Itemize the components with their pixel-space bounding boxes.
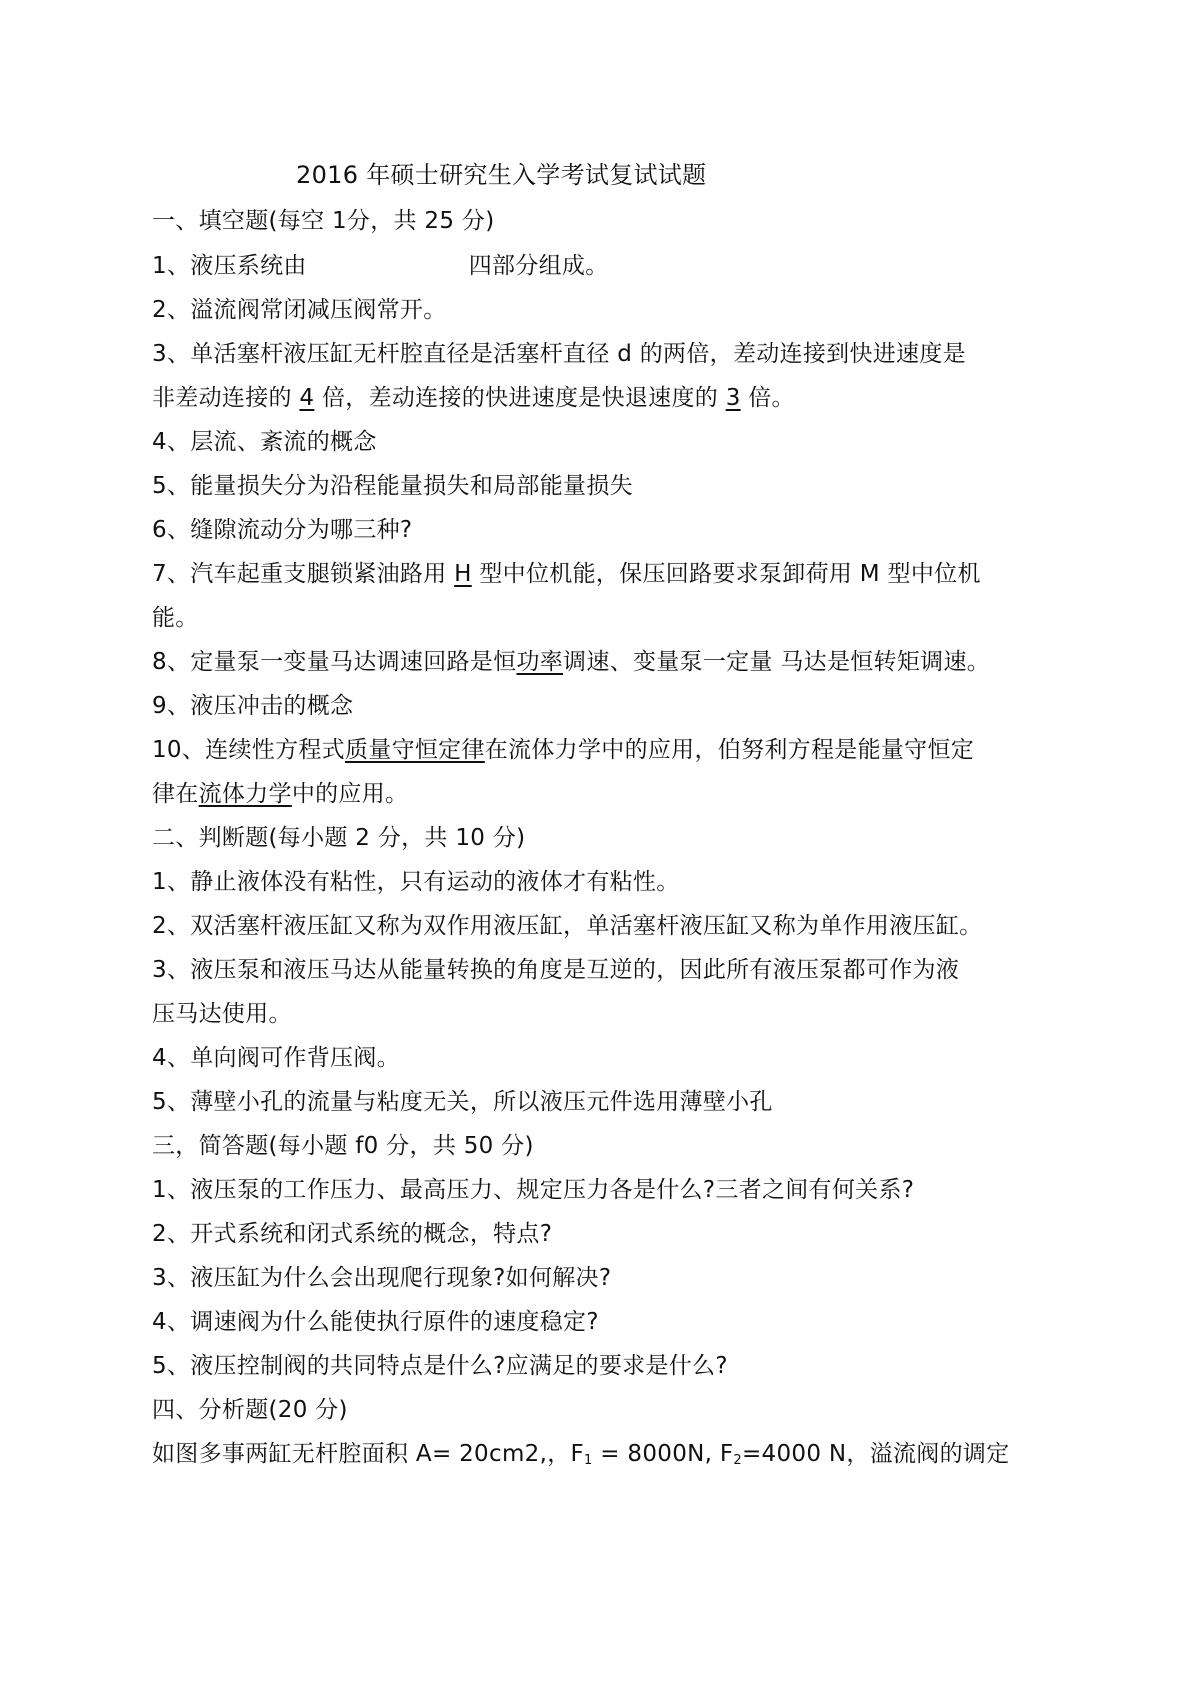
s2-question-2: 2、双活塞杆液压缸又称为双作用液压缸，单活塞杆液压缸又称为单作用液压缸。 bbox=[152, 913, 983, 939]
s1-question-10-line-2 bbox=[152, 779, 408, 809]
s1-question-8 bbox=[152, 647, 990, 677]
s1-q3-text-a: 非差动连接的 bbox=[152, 385, 300, 411]
s1-question-9: 9、液压冲击的概念 bbox=[152, 693, 354, 719]
s1-q8-text-a: 8、定量泵一变量马达调速回路是恒 bbox=[152, 649, 517, 675]
s1-question-7-line-1 bbox=[152, 559, 981, 589]
s4-text-a: 如图多事两缸无杆腔面积 A= 20cm2,，F bbox=[152, 1441, 585, 1467]
section-2-heading: 二、判断题(每小题 2 分，共 10 分) bbox=[152, 825, 526, 851]
s1-q3-answer-2: 3 bbox=[725, 385, 741, 411]
s1-q10-answer-1: 质量守恒定律 bbox=[344, 737, 485, 763]
s2-question-3-line-2: 压马达使用。 bbox=[152, 1001, 292, 1027]
s1-q3-answer-1: 4 bbox=[299, 385, 315, 411]
s1-question-6: 6、缝隙流动分为哪三种? bbox=[152, 517, 413, 543]
s1-q8-answer: 功率 bbox=[516, 649, 564, 675]
s1-question-10-line-1 bbox=[152, 735, 974, 765]
s3-question-5: 5、液压控制阀的共同特点是什么?应满足的要求是什么? bbox=[152, 1353, 728, 1379]
s4-problem-text bbox=[152, 1439, 1010, 1476]
s1-q8-text-c: 调速、变量泵一定量 马达是恒转矩调速。 bbox=[563, 649, 991, 675]
s3-question-4: 4、调速阀为什么能使执行原件的速度稳定? bbox=[152, 1309, 599, 1335]
s1-q7-answer: H bbox=[454, 561, 472, 587]
s1-q1-text-b: 四部分组成。 bbox=[468, 253, 609, 279]
s1-q10-l2-text-c: 中的应用。 bbox=[291, 781, 409, 807]
s1-q10-l2-text-a: 律在 bbox=[152, 781, 199, 807]
s1-q3-text-c: 倍，差动连接的快进速度是快退速度的 bbox=[314, 385, 726, 411]
s1-q1-text-a: 1、液压系统由 bbox=[152, 253, 307, 279]
s1-question-7-line-2: 能。 bbox=[152, 605, 199, 631]
s1-question-3-line-1: 3、单活塞杆液压缸无杆腔直径是活塞杆直径 d 的两倍，差动连接到快进速度是 bbox=[152, 341, 966, 367]
s1-question-3-line-2 bbox=[152, 383, 795, 413]
s3-question-1: 1、液压泵的工作压力、最高压力、规定压力各是什么?三者之间有何关系? bbox=[152, 1177, 915, 1203]
s4-text-c: =4000 N，溢流阀的调定 bbox=[741, 1441, 1010, 1467]
s3-question-3: 3、液压缸为什么会出现爬行现象?如何解决? bbox=[152, 1265, 612, 1291]
s1-q7-text-a: 7、汽车起重支腿锁紧油路用 bbox=[152, 561, 455, 587]
s4-subscript-1: 1 bbox=[584, 1453, 593, 1468]
section-1-heading: 一、填空题(每空 1分，共 25 分) bbox=[152, 208, 495, 234]
s3-question-2: 2、开式系统和闭式系统的概念，特点? bbox=[152, 1221, 553, 1247]
section-4-heading: 四、分析题(20 分) bbox=[152, 1397, 348, 1423]
s1-question-2: 2、溢流阀常闭减压阀常开。 bbox=[152, 297, 447, 323]
s2-question-4: 4、单向阀可作背压阀。 bbox=[152, 1045, 400, 1071]
s2-question-3-line-1: 3、液压泵和液压马达从能量转换的角度是互逆的，因此所有液压泵都可作为液 bbox=[152, 957, 960, 983]
s2-question-5: 5、薄壁小孔的流量与粘度无关，所以液压元件选用薄壁小孔 bbox=[152, 1089, 773, 1115]
s1-q7-text-c: 型中位机能，保压回路要求泵卸荷用 M 型中位机 bbox=[471, 561, 981, 587]
s1-q10-answer-2: 流体力学 bbox=[198, 781, 292, 807]
s1-q10-text-a: 10、连续性方程式 bbox=[152, 737, 345, 763]
s4-text-b: = 8000N, F bbox=[592, 1441, 734, 1467]
page-title: 2016 年硕士研究生入学考试复试试题 bbox=[296, 161, 707, 189]
s1-question-1 bbox=[152, 251, 609, 281]
s1-q3-text-e: 倍。 bbox=[740, 385, 795, 411]
s1-q10-text-c: 在流体力学中的应用，伯努利方程是能量守恒定 bbox=[484, 737, 975, 763]
s1-question-5: 5、能量损失分为沿程能量损失和局部能量损失 bbox=[152, 473, 633, 499]
s1-question-4: 4、层流、紊流的概念 bbox=[152, 429, 377, 455]
s2-question-1: 1、静止液体没有粘性，只有运动的液体才有粘性。 bbox=[152, 869, 680, 895]
section-3-heading: 三，简答题(每小题 f0 分，共 50 分) bbox=[152, 1133, 534, 1159]
s4-subscript-2: 2 bbox=[733, 1453, 742, 1468]
